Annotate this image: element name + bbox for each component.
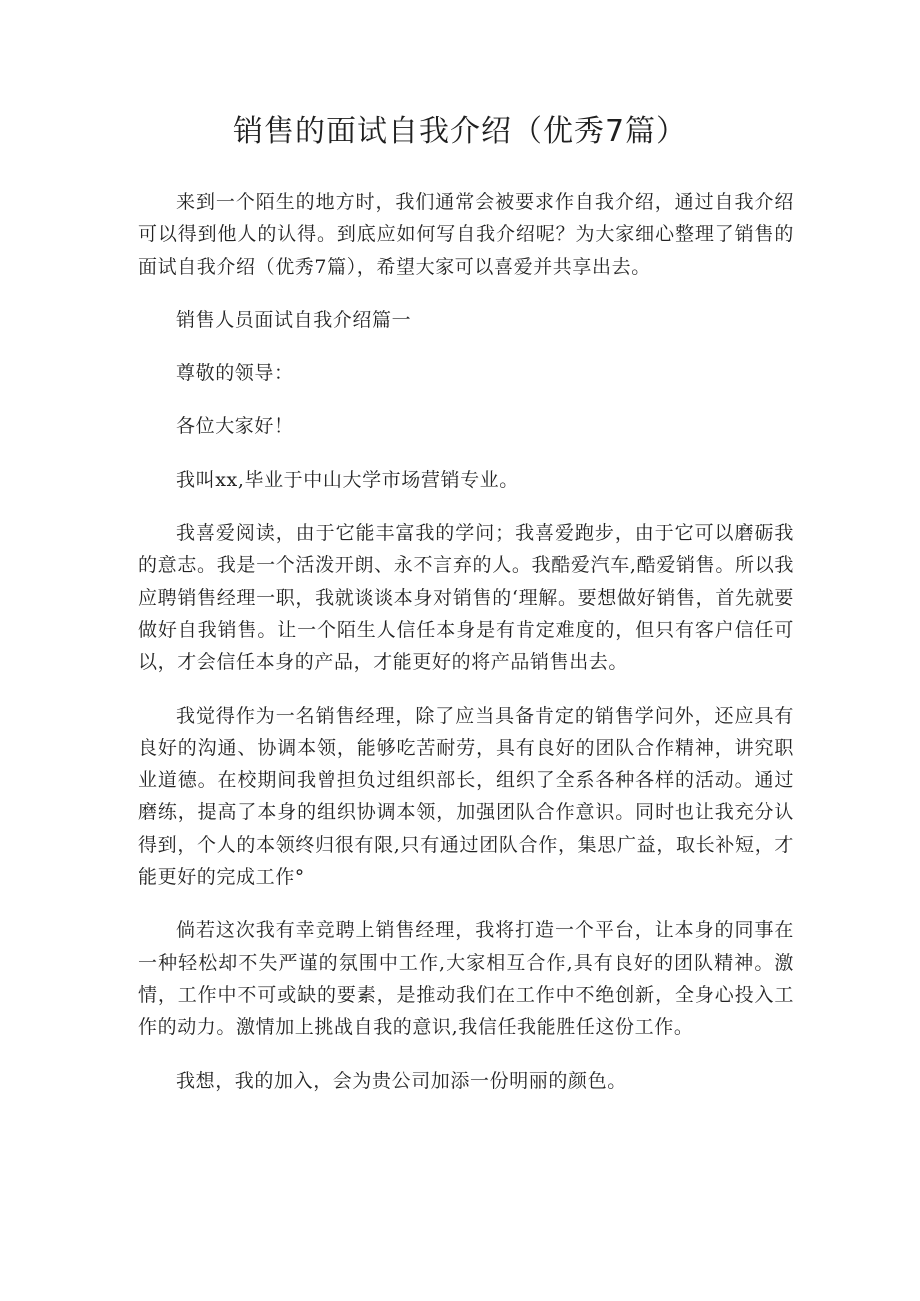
section-heading: 销售人员面试自我介绍篇一 — [176, 308, 412, 331]
greeting: 各位大家好！ — [176, 415, 294, 438]
document-title: 销售的面试自我介绍（优秀7篇） — [232, 114, 688, 149]
intro-paragraph: 来到一个陌生的地方时，我们通常会被要求作自我介绍，通过自我介绍可以得到他人的认得。到底应如何写自我介绍呢？为大家细心整理了销售的面试自我介绍（优秀7篇），希望大家可以喜爱并共享出去。 — [138, 191, 794, 278]
closing-paragraph: 我想，我的加入，会为贵公司加添一份明丽的颜色。 — [176, 1069, 627, 1092]
plan-paragraph: 倘若这次我有幸竞聘上销售经理，我将打造一个平台，让本身的同事在一种轻松却不失严谨的氛围中工作,大家相互合作,具有良好的团队精神。激情，工作中不可或缺的要素，是推动我们在工作中不绝创新，全身心投入工作的动力。激情加上挑战自我的意识,我信任我能胜任这份工作。 — [138, 919, 794, 1039]
hobbies-paragraph: 我喜爱阅读，由于它能丰富我的学问；我喜爱跑步，由于它可以磨砺我的意志。我是一个活泼开朗、永不言弃的人。我酷爱汽车,酷爱销售。所以我应聘销售经理一职，我就谈谈本身对销售的‘理解。要想做好销售，首先就要做好自我销售。让一个陌生人信任本身是有肯定难度的，但只有客户信任可以，才会信任本身的产品，才能更好的将产品销售出去。 — [138, 522, 794, 674]
salutation: 尊敬的领导： — [176, 362, 294, 385]
document-body — [138, 186, 794, 1118]
skills-paragraph: 我觉得作为一名销售经理，除了应当具备肯定的销售学问外，还应具有良好的沟通、协调本领，能够吃苦耐劳，具有良好的团队合作精神，讲究职业道德。在校期间我曾担负过组织部长，组织了全系各种各样的活动。通过磨练，提高了本身的组织协调本领，加强团队合作意识。同时也让我充分认得到，个人的本领终归很有限,只有通过团队合作，集思广益，取长补短，才能更好的完成工作° — [138, 704, 794, 889]
name-paragraph: 我叫xx,毕业于中山大学市场营销专业。 — [176, 468, 519, 491]
